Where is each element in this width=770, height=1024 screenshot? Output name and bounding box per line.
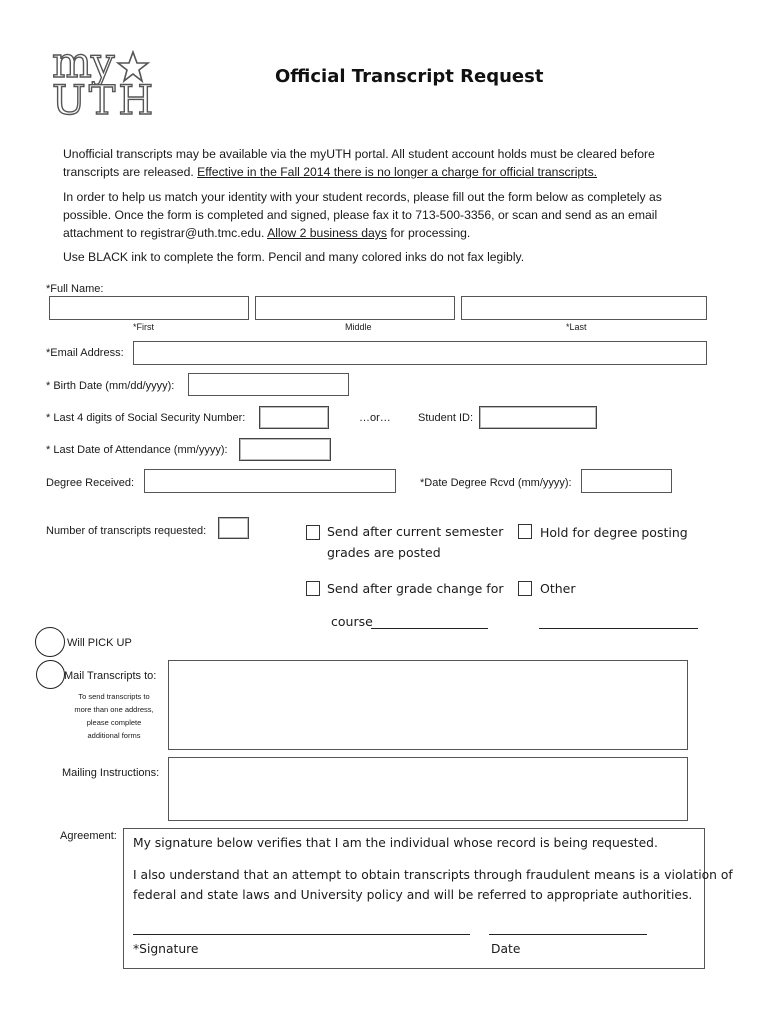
student-id-field[interactable] [479,406,597,429]
agreement-line-1: My signature below verifies that I am the individual whose record is being requested. [133,836,658,850]
mail-label: Mail Transcripts to: [64,670,157,682]
other-label: Other [540,581,576,596]
mail-note: To send transcripts to more than one address, please complete additional forms [74,692,154,740]
full-name-label: *Full Name: [46,283,104,295]
page-title: Official Transcript Request [275,66,544,87]
send-after-semester-label-1: Send after current semester [327,524,504,539]
student-id-label: Student ID: [418,412,474,424]
myuth-logo [50,38,165,124]
mailing-address-field[interactable] [168,660,688,750]
course-line[interactable] [371,628,488,629]
agreement-box [123,828,733,969]
ssn-label: * Last 4 digits of Social Security Number: [46,412,246,424]
course-label: course [331,614,373,629]
pickup-radio[interactable] [35,627,65,657]
last-name-caption: *Last [566,322,587,332]
middle-name-field[interactable] [255,296,455,320]
agreement-line-3: federal and state laws and University policy and will be referred to appropriate authorities. [133,888,693,902]
email-field[interactable] [133,341,707,365]
first-name-caption: *First [133,322,154,332]
date-degree-field[interactable] [581,469,672,493]
pickup-label: Will PICK UP [67,637,132,649]
grade-change-label: Send after grade change for [327,581,504,596]
signature-line[interactable] [133,934,470,935]
hold-degree-label: Hold for degree posting [540,525,688,540]
date-label: Date [491,942,521,956]
attendance-field[interactable] [239,438,331,461]
logo-my: my [52,38,114,87]
grade-change-checkbox[interactable] [306,581,320,596]
date-degree-label: *Date Degree Rcvd (mm/yyyy): [420,477,572,489]
first-name-field[interactable] [49,296,249,320]
last-name-field[interactable] [461,296,707,320]
intro-paragraph-2: In order to help us match your identity with your student records, please fill out the form below as completely as possible. Once the form is completed and signed, please fax it to 713-500-3356, or scan and send as an email attachment to registrar@uth.tmc.edu. Allow 2 business days for processing. [63,190,662,240]
ssn-field[interactable] [259,406,329,429]
hold-degree-checkbox[interactable] [518,524,532,539]
send-after-semester-checkbox[interactable] [306,525,320,540]
attendance-label: * Last Date of Attendance (mm/yyyy): [46,444,228,456]
signature-label: *Signature [133,942,199,956]
birth-date-label: * Birth Date (mm/dd/yyyy): [46,380,175,392]
logo-uth: UTH [52,78,157,124]
degree-received-label: Degree Received: [46,477,135,489]
email-label: *Email Address: [46,347,124,359]
mail-radio[interactable] [36,660,65,689]
degree-received-field[interactable] [144,469,396,493]
num-transcripts-field[interactable] [218,517,249,539]
other-line[interactable] [539,628,698,629]
other-checkbox[interactable] [518,581,532,596]
date-line[interactable] [489,934,647,935]
middle-name-caption: Middle [345,322,372,332]
birth-date-field[interactable] [188,373,349,396]
intro-paragraph-1: Unofficial transcripts may be available via the myUTH portal. All student account holds must be cleared before transcripts are released. Effective in the Fall 2014 there is no longer a charge for official transcripts. [63,147,655,179]
or-label: …or… [359,412,391,424]
mailing-instructions-label: Mailing Instructions: [62,767,160,779]
mailing-instructions-field[interactable] [168,757,688,821]
intro-paragraph-3: Use BLACK ink to complete the form. Pencil and many colored inks do not fax legibly. [63,250,525,264]
num-transcripts-label: Number of transcripts requested: [46,525,207,537]
agreement-line-2: I also understand that an attempt to obtain transcripts through fraudulent means is a violation of [133,868,733,882]
send-after-semester-label-2: grades are posted [327,545,441,560]
agreement-label: Agreement: [60,830,117,842]
